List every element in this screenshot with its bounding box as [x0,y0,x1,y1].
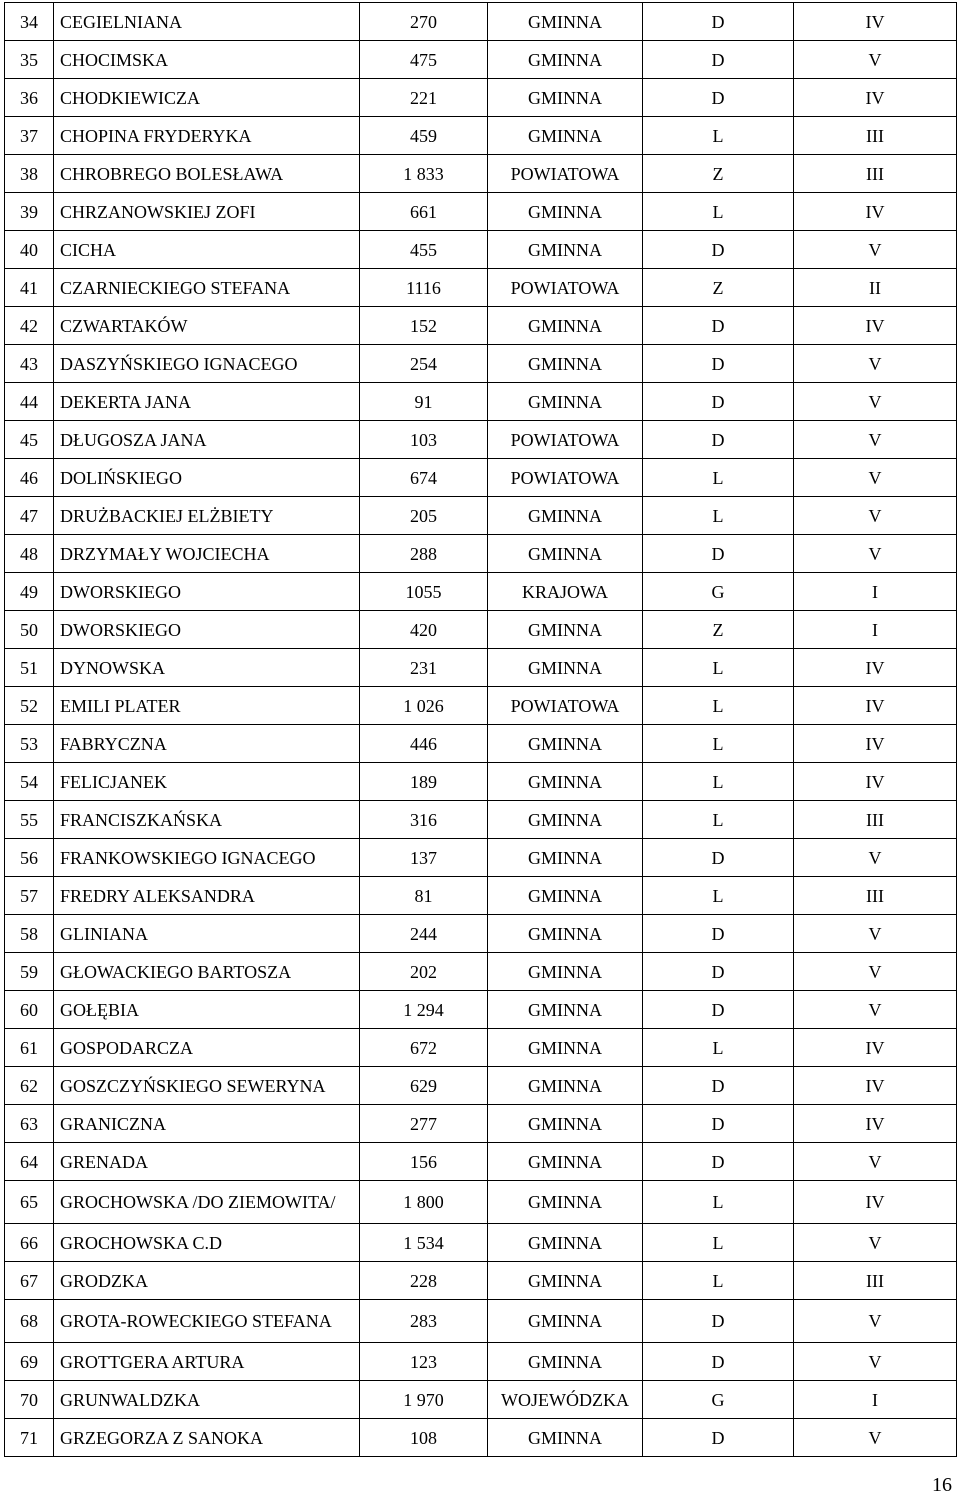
table-row [5,839,957,877]
technical-class-cell: IV [794,687,957,725]
street-name-cell: GOŁĘBIA [54,991,360,1029]
table-row [5,1224,957,1262]
technical-class-cell: IV [794,1029,957,1067]
road-class-cell: L [643,1029,794,1067]
technical-class-cell: III [794,801,957,839]
street-name-cell: GROCHOWSKA C.D [54,1224,360,1262]
road-class-cell: L [643,801,794,839]
street-name-cell: GROTA-ROWECKIEGO STEFANA [54,1300,360,1343]
table-row [5,953,957,991]
technical-class-cell: V [794,839,957,877]
row-number-cell: 68 [5,1300,54,1343]
road-category-cell: GMINNA [488,1300,643,1343]
technical-class-cell: I [794,1381,957,1419]
road-category-cell: POWIATOWA [488,155,643,193]
road-category-cell: GMINNA [488,1105,643,1143]
road-class-cell: L [643,1262,794,1300]
technical-class-cell: V [794,459,957,497]
street-name-cell: DŁUGOSZA JANA [54,421,360,459]
length-cell: 123 [360,1343,488,1381]
row-number-cell: 58 [5,915,54,953]
length-cell: 674 [360,459,488,497]
technical-class-cell: V [794,1224,957,1262]
road-category-cell: KRAJOWA [488,573,643,611]
road-category-cell: GMINNA [488,1143,643,1181]
table-row [5,725,957,763]
road-class-cell: D [643,79,794,117]
technical-class-cell: V [794,1419,957,1457]
row-number-cell: 39 [5,193,54,231]
road-class-cell: D [643,1105,794,1143]
length-cell: 420 [360,611,488,649]
table-row [5,1143,957,1181]
road-class-cell: D [643,383,794,421]
technical-class-cell: IV [794,3,957,41]
road-class-cell: D [643,3,794,41]
street-name-cell: DASZYŃSKIEGO IGNACEGO [54,345,360,383]
length-cell: 81 [360,877,488,915]
road-category-cell: POWIATOWA [488,687,643,725]
row-number-cell: 40 [5,231,54,269]
length-cell: 244 [360,915,488,953]
technical-class-cell: IV [794,307,957,345]
road-category-cell: GMINNA [488,877,643,915]
road-class-cell: Z [643,269,794,307]
road-category-cell: GMINNA [488,991,643,1029]
street-name-cell: GROCHOWSKA /DO ZIEMOWITA/ [54,1181,360,1224]
road-class-cell: L [643,1224,794,1262]
page-number: 16 [932,1474,952,1496]
street-name-cell: CHROBREGO BOLESŁAWA [54,155,360,193]
road-class-cell: D [643,231,794,269]
table-row [5,1105,957,1143]
row-number-cell: 52 [5,687,54,725]
row-number-cell: 46 [5,459,54,497]
table-row [5,1181,957,1224]
row-number-cell: 63 [5,1105,54,1143]
road-category-cell: GMINNA [488,725,643,763]
street-name-cell: CHRZANOWSKIEJ ZOFI [54,193,360,231]
street-name-cell: GRANICZNA [54,1105,360,1143]
street-name-cell: CHOCIMSKA [54,41,360,79]
length-cell: 1055 [360,573,488,611]
road-class-cell: D [643,1419,794,1457]
street-name-cell: GRENADA [54,1143,360,1181]
row-number-cell: 37 [5,117,54,155]
road-class-cell: L [643,649,794,687]
technical-class-cell: V [794,497,957,535]
row-number-cell: 64 [5,1143,54,1181]
technical-class-cell: V [794,1143,957,1181]
road-class-cell: Z [643,611,794,649]
road-class-cell: D [643,839,794,877]
length-cell: 152 [360,307,488,345]
road-category-cell: GMINNA [488,1419,643,1457]
road-category-cell: GMINNA [488,763,643,801]
table-row [5,41,957,79]
road-class-cell: L [643,725,794,763]
road-class-cell: D [643,915,794,953]
length-cell: 277 [360,1105,488,1143]
length-cell: 316 [360,801,488,839]
length-cell: 1 294 [360,991,488,1029]
road-category-cell: POWIATOWA [488,269,643,307]
length-cell: 103 [360,421,488,459]
length-cell: 672 [360,1029,488,1067]
street-name-cell: DRUŻBACKIEJ ELŻBIETY [54,497,360,535]
table-row [5,915,957,953]
table-row [5,573,957,611]
street-name-cell: CICHA [54,231,360,269]
technical-class-cell: IV [794,193,957,231]
street-name-cell: DWORSKIEGO [54,611,360,649]
table-row [5,1300,957,1343]
road-category-cell: GMINNA [488,839,643,877]
row-number-cell: 67 [5,1262,54,1300]
road-category-cell: GMINNA [488,1343,643,1381]
row-number-cell: 66 [5,1224,54,1262]
street-name-cell: GROTTGERA ARTURA [54,1343,360,1381]
technical-class-cell: IV [794,1181,957,1224]
technical-class-cell: I [794,611,957,649]
road-class-cell: D [643,535,794,573]
length-cell: 1 800 [360,1181,488,1224]
table-row [5,155,957,193]
table-row [5,1067,957,1105]
road-category-cell: GMINNA [488,649,643,687]
table-row [5,269,957,307]
length-cell: 446 [360,725,488,763]
road-class-cell: G [643,573,794,611]
road-class-cell: D [643,307,794,345]
road-class-cell: D [643,1343,794,1381]
table-row [5,687,957,725]
table-row [5,877,957,915]
street-name-cell: DYNOWSKA [54,649,360,687]
row-number-cell: 42 [5,307,54,345]
technical-class-cell: IV [794,763,957,801]
road-class-cell: L [643,687,794,725]
technical-class-cell: V [794,41,957,79]
technical-class-cell: V [794,231,957,269]
length-cell: 254 [360,345,488,383]
technical-class-cell: III [794,117,957,155]
street-name-cell: GLINIANA [54,915,360,953]
street-name-cell: GRODZKA [54,1262,360,1300]
row-number-cell: 54 [5,763,54,801]
row-number-cell: 47 [5,497,54,535]
length-cell: 137 [360,839,488,877]
table-row [5,1262,957,1300]
row-number-cell: 65 [5,1181,54,1224]
technical-class-cell: V [794,953,957,991]
row-number-cell: 43 [5,345,54,383]
road-class-cell: L [643,117,794,155]
road-category-cell: GMINNA [488,1181,643,1224]
technical-class-cell: IV [794,1105,957,1143]
length-cell: 475 [360,41,488,79]
road-category-cell: POWIATOWA [488,421,643,459]
row-number-cell: 45 [5,421,54,459]
street-name-cell: DEKERTA JANA [54,383,360,421]
technical-class-cell: V [794,345,957,383]
road-category-cell: GMINNA [488,497,643,535]
table-row [5,117,957,155]
length-cell: 288 [360,535,488,573]
street-name-cell: CZWARTAKÓW [54,307,360,345]
table-row [5,307,957,345]
street-name-cell: GRUNWALDZKA [54,1381,360,1419]
table-row [5,421,957,459]
street-name-cell: EMILI PLATER [54,687,360,725]
table-row [5,1343,957,1381]
road-category-cell: GMINNA [488,345,643,383]
row-number-cell: 56 [5,839,54,877]
technical-class-cell: V [794,1343,957,1381]
street-name-cell: FELICJANEK [54,763,360,801]
length-cell: 231 [360,649,488,687]
road-class-cell: D [643,1067,794,1105]
road-category-cell: GMINNA [488,535,643,573]
length-cell: 1 970 [360,1381,488,1419]
technical-class-cell: V [794,535,957,573]
row-number-cell: 41 [5,269,54,307]
road-category-cell: GMINNA [488,1262,643,1300]
table-row [5,611,957,649]
street-name-cell: GOSZCZYŃSKIEGO SEWERYNA [54,1067,360,1105]
table-row [5,1419,957,1457]
technical-class-cell: V [794,383,957,421]
table-row [5,193,957,231]
road-category-cell: GMINNA [488,41,643,79]
row-number-cell: 55 [5,801,54,839]
length-cell: 228 [360,1262,488,1300]
row-number-cell: 44 [5,383,54,421]
technical-class-cell: III [794,877,957,915]
road-category-cell: POWIATOWA [488,459,643,497]
table-row [5,79,957,117]
table-row [5,801,957,839]
row-number-cell: 51 [5,649,54,687]
street-name-cell: DRZYMAŁY WOJCIECHA [54,535,360,573]
row-number-cell: 62 [5,1067,54,1105]
technical-class-cell: IV [794,649,957,687]
road-category-cell: GMINNA [488,1029,643,1067]
road-class-cell: L [643,193,794,231]
technical-class-cell: III [794,1262,957,1300]
street-name-cell: FABRYCZNA [54,725,360,763]
length-cell: 202 [360,953,488,991]
technical-class-cell: I [794,573,957,611]
technical-class-cell: III [794,155,957,193]
technical-class-cell: IV [794,1067,957,1105]
road-class-cell: L [643,497,794,535]
length-cell: 205 [360,497,488,535]
road-category-cell: GMINNA [488,231,643,269]
row-number-cell: 48 [5,535,54,573]
row-number-cell: 53 [5,725,54,763]
length-cell: 1 833 [360,155,488,193]
street-name-cell: CEGIELNIANA [54,3,360,41]
road-category-cell: GMINNA [488,611,643,649]
road-class-cell: D [643,421,794,459]
road-class-cell: D [643,991,794,1029]
technical-class-cell: IV [794,725,957,763]
length-cell: 91 [360,383,488,421]
street-name-cell: CHODKIEWICZA [54,79,360,117]
road-class-cell: D [643,345,794,383]
road-category-cell: GMINNA [488,3,643,41]
length-cell: 1 026 [360,687,488,725]
roads-table [4,2,957,1457]
road-category-cell: GMINNA [488,117,643,155]
length-cell: 459 [360,117,488,155]
road-class-cell: D [643,953,794,991]
row-number-cell: 60 [5,991,54,1029]
road-class-cell: Z [643,155,794,193]
road-category-cell: GMINNA [488,1224,643,1262]
street-name-cell: FREDRY ALEKSANDRA [54,877,360,915]
length-cell: 629 [360,1067,488,1105]
street-name-cell: CHOPINA FRYDERYKA [54,117,360,155]
table-row [5,459,957,497]
technical-class-cell: IV [794,79,957,117]
road-category-cell: GMINNA [488,79,643,117]
roads-table-body [5,3,957,1457]
table-row [5,497,957,535]
table-row [5,649,957,687]
street-name-cell: FRANCISZKAŃSKA [54,801,360,839]
table-row [5,231,957,269]
table-row [5,991,957,1029]
road-category-cell: GMINNA [488,307,643,345]
length-cell: 1116 [360,269,488,307]
table-row [5,383,957,421]
length-cell: 156 [360,1143,488,1181]
length-cell: 455 [360,231,488,269]
table-row [5,3,957,41]
road-class-cell: D [643,41,794,79]
table-row [5,1029,957,1067]
row-number-cell: 70 [5,1381,54,1419]
table-row [5,763,957,801]
road-category-cell: GMINNA [488,1067,643,1105]
road-category-cell: WOJEWÓDZKA [488,1381,643,1419]
street-name-cell: GŁOWACKIEGO BARTOSZA [54,953,360,991]
street-name-cell: DWORSKIEGO [54,573,360,611]
row-number-cell: 49 [5,573,54,611]
row-number-cell: 34 [5,3,54,41]
technical-class-cell: V [794,915,957,953]
length-cell: 221 [360,79,488,117]
length-cell: 108 [360,1419,488,1457]
road-category-cell: GMINNA [488,801,643,839]
technical-class-cell: V [794,421,957,459]
street-name-cell: GRZEGORZA Z SANOKA [54,1419,360,1457]
row-number-cell: 59 [5,953,54,991]
technical-class-cell: V [794,1300,957,1343]
street-name-cell: CZARNIECKIEGO STEFANA [54,269,360,307]
length-cell: 1 534 [360,1224,488,1262]
road-class-cell: D [643,1300,794,1343]
row-number-cell: 69 [5,1343,54,1381]
road-category-cell: GMINNA [488,953,643,991]
row-number-cell: 35 [5,41,54,79]
length-cell: 189 [360,763,488,801]
row-number-cell: 57 [5,877,54,915]
road-category-cell: GMINNA [488,915,643,953]
row-number-cell: 36 [5,79,54,117]
row-number-cell: 50 [5,611,54,649]
technical-class-cell: II [794,269,957,307]
road-class-cell: L [643,1181,794,1224]
table-row [5,535,957,573]
street-name-cell: DOLIŃSKIEGO [54,459,360,497]
road-class-cell: L [643,877,794,915]
street-name-cell: FRANKOWSKIEGO IGNACEGO [54,839,360,877]
road-category-cell: GMINNA [488,193,643,231]
length-cell: 283 [360,1300,488,1343]
road-class-cell: D [643,1143,794,1181]
table-row [5,345,957,383]
row-number-cell: 38 [5,155,54,193]
row-number-cell: 71 [5,1419,54,1457]
length-cell: 661 [360,193,488,231]
road-class-cell: L [643,459,794,497]
street-name-cell: GOSPODARCZA [54,1029,360,1067]
road-category-cell: GMINNA [488,383,643,421]
length-cell: 270 [360,3,488,41]
table-row [5,1381,957,1419]
row-number-cell: 61 [5,1029,54,1067]
road-class-cell: G [643,1381,794,1419]
road-class-cell: L [643,763,794,801]
technical-class-cell: V [794,991,957,1029]
